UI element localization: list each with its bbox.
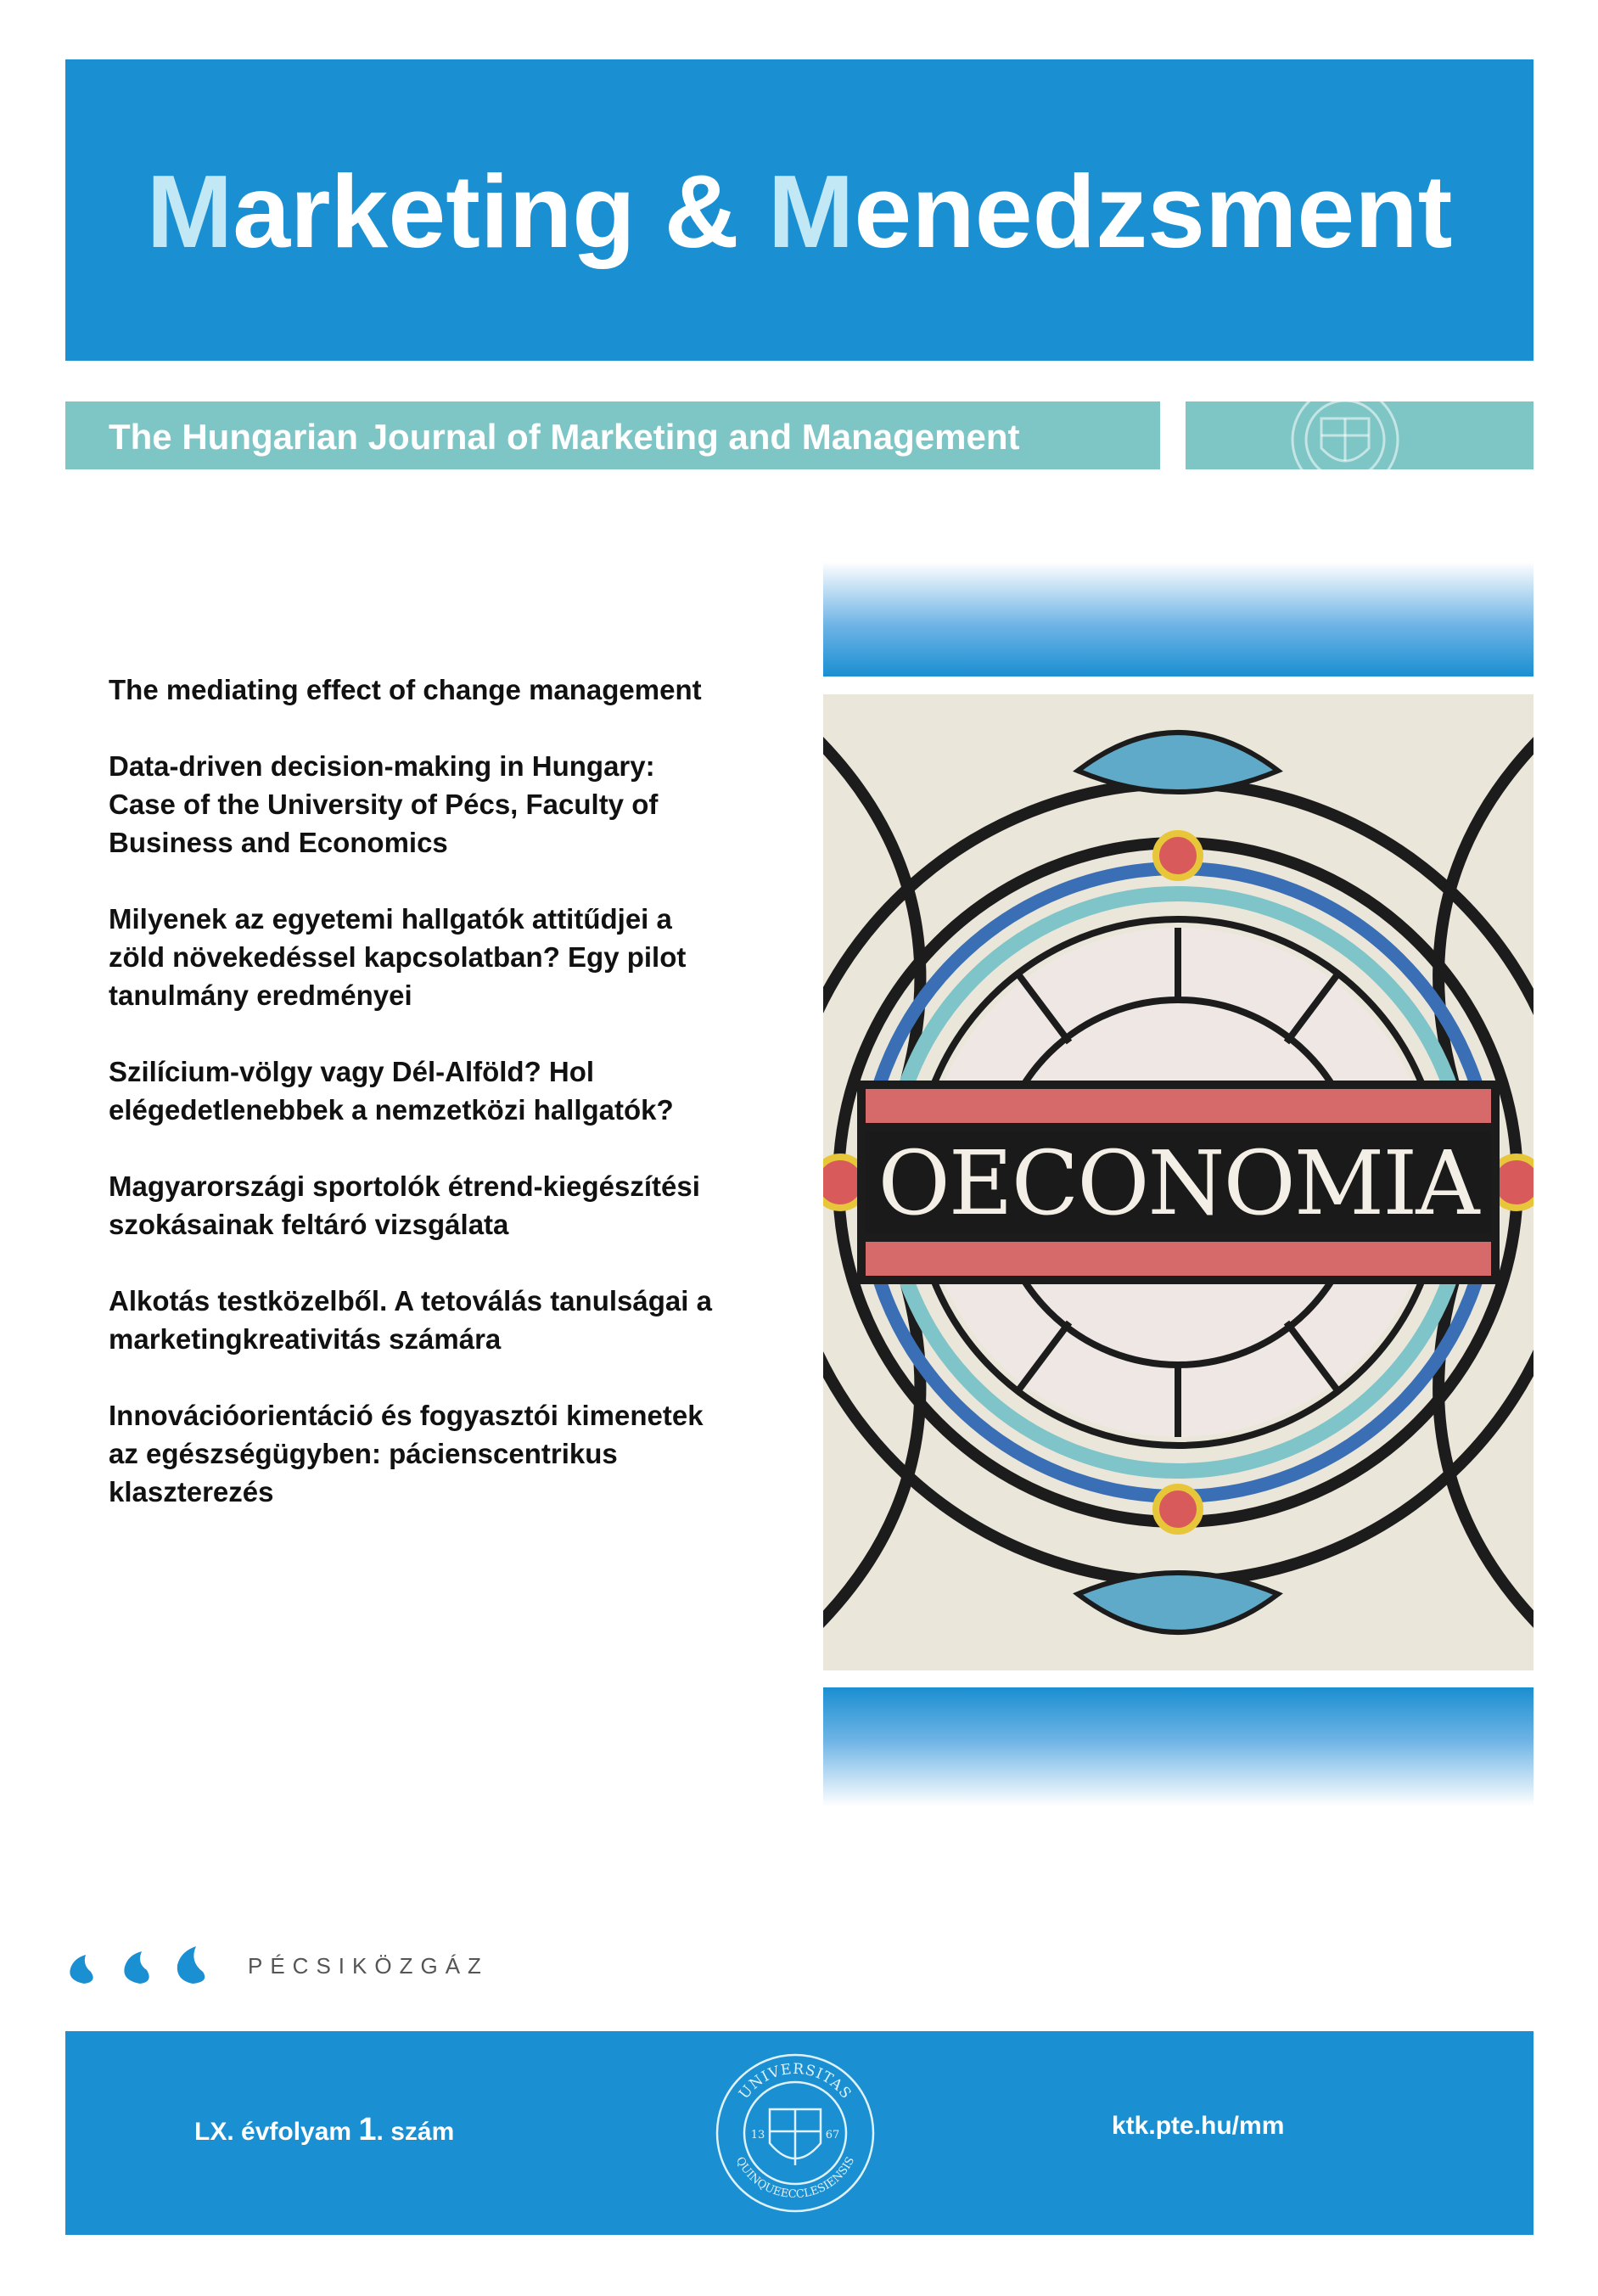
brand-name: PÉCSIKÖZGÁZ <box>248 1953 489 1979</box>
gradient-bar-bottom <box>823 1687 1534 1806</box>
title-initial-m2: M <box>767 154 855 269</box>
issue-volume: LX. évfolyam <box>194 2118 359 2146</box>
seal-text-bottom: QUINQUEECCLESIENSIS <box>732 2154 858 2202</box>
subtitle-band <box>65 401 1160 469</box>
university-seal-watermark-icon <box>1186 401 1534 469</box>
seal-band <box>1186 401 1534 469</box>
stained-glass-illustration <box>823 694 1534 1670</box>
cover-stained-glass-image <box>823 694 1534 1670</box>
gradient-bar-top <box>823 562 1534 676</box>
article-title: The mediating effect of change management <box>109 674 702 705</box>
seal-year-right: 67 <box>825 2129 840 2142</box>
article-title: Milyenek az egyetemi hallgatók attitűdjei a zöld növekedéssel kapcsolatban? Egy pilot tanulmány eredményei <box>109 903 687 1011</box>
article-title: Szilícium-völgy vagy Dél-Alföld? Hol elégedetlenebbek a nemzetközi hallgatók? <box>109 1056 674 1126</box>
issue-label <box>194 2112 454 2148</box>
drop-logo-icon <box>65 1940 235 1990</box>
pecsikozgaz-logo <box>65 1940 507 1990</box>
title-part-menedzsment: enedzsment <box>854 154 1453 269</box>
article-title: Alkotás testközelből. A tetoválás tanulságai a marketingkreativitás számára <box>109 1285 712 1355</box>
journal-subtitle: The Hungarian Journal of Marketing and Management <box>109 417 1020 457</box>
article-title: Innovációorientáció és fogyasztói kimenetek az egészségügyben: pácienscentrikus klaszterezés <box>109 1400 704 1507</box>
university-seal-icon <box>710 2048 880 2218</box>
title-initial-m: M <box>146 154 233 269</box>
seal-year-left: 13 <box>750 2129 765 2142</box>
title-part-marketing: arketing & <box>233 154 768 269</box>
issue-number: 1 <box>358 2112 377 2147</box>
seal-text-top: UNIVERSITAS <box>735 2060 855 2103</box>
journal-url: ktk.pte.hu/mm <box>1112 2112 1285 2140</box>
issue-suffix: . szám <box>376 2118 455 2146</box>
journal-title <box>65 154 1534 269</box>
stained-glass-text: OECONOMIA <box>877 1131 1478 1235</box>
article-title: Magyarországi sportolók étrend-kiegészítési szokásainak feltáró vizsgálata <box>109 1170 700 1240</box>
article-title: Data-driven decision-making in Hungary: Case of the University of Pécs, Faculty of Business and Economics <box>109 750 659 858</box>
footer-band <box>65 2031 1534 2235</box>
title-band <box>65 59 1534 361</box>
article-list <box>109 671 720 1549</box>
